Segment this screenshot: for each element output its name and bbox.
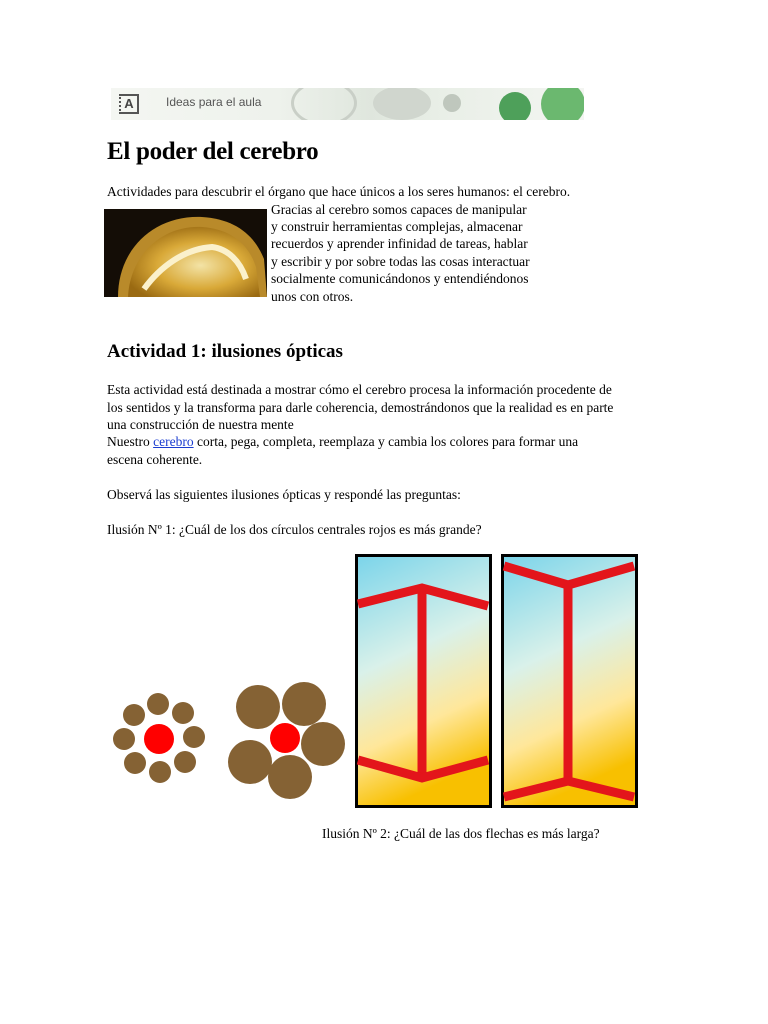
brown-small-circle [183,726,205,748]
paragraph-line-4: y escribir y por sobre todas las cosas interactuar [271,254,530,269]
banner-swirl-decoration [291,88,357,120]
nuestro-prefix: Nuestro [107,434,154,449]
brown-small-circle [149,761,171,783]
paragraph-line-5: socialmente comunicándonos y entendiéndonos [271,271,529,286]
paragraph-line-2: y construir herramientas complejas, almacenar [271,219,523,234]
banner-green-leaf-decoration [499,92,531,120]
left-panel [357,556,491,807]
nuestro-line-2: escena coherente. [107,452,203,467]
small-circles-group [113,693,205,783]
banner-leaf-decoration [373,88,431,120]
paragraph-line-6: unos con otros. [271,289,354,304]
ebbinghaus-illusion-figure [108,676,350,800]
brown-small-circle [174,751,196,773]
right-panel [503,556,637,807]
paragraph-line-1: Gracias al cerebro somos capaces de manipular [271,202,527,217]
brown-small-circle [147,693,169,715]
brown-large-circle [236,685,280,729]
nuestro-line [107,433,578,451]
cerebro-link[interactable]: cerebro [153,434,194,449]
brown-small-circle [113,728,135,750]
banner-dot-decoration [443,94,461,112]
brown-large-circle [268,755,312,799]
paragraph-line-3: recuerdos y aprender infinidad de tareas, hablar [271,236,528,251]
activity-heading: Actividad 1: ilusiones ópticas [107,341,343,362]
banner-green-circle-decoration [541,88,584,120]
ideas-logo-icon: A [119,94,139,114]
intro-text: Actividades para descubrir el órgano que hace únicos a los seres humanos: el cerebro. [107,184,571,199]
activity-line-3: una construcción de nuestra mente [107,417,294,432]
activity-line-1: Esta actividad está destinada a mostrar cómo el cerebro procesa la información procedente de [107,382,612,397]
header-banner [111,88,584,120]
brown-large-circle [282,682,326,726]
red-center-circle-left [144,724,174,754]
instruction-text: Observá las siguientes ilusiones ópticas y respondé las preguntas: [107,487,461,502]
illusion-2-question: Ilusión Nº 2: ¿Cuál de las dos flechas es más larga? [322,826,600,841]
brown-large-circle [228,740,272,784]
arrow-illusion-figure [355,554,639,808]
illusion-1-question: Ilusión Nº 1: ¿Cuál de los dos círculos centrales rojos es más grande? [107,522,482,537]
brown-large-circle [301,722,345,766]
red-center-circle-right [270,723,300,753]
brown-small-circle [172,702,194,724]
brown-small-circle [123,704,145,726]
page-title: El poder del cerebro [107,138,319,165]
nuestro-suffix: corta, pega, completa, reemplaza y cambia los colores para formar una [193,434,579,449]
brain-photo [104,209,267,297]
large-circles-group [228,682,345,799]
activity-line-2: los sentidos y la transforma para darle coherencia, demostrándonos que la realidad es en parte [107,400,614,415]
banner-title: Ideas para el aula [166,95,262,109]
brown-small-circle [124,752,146,774]
